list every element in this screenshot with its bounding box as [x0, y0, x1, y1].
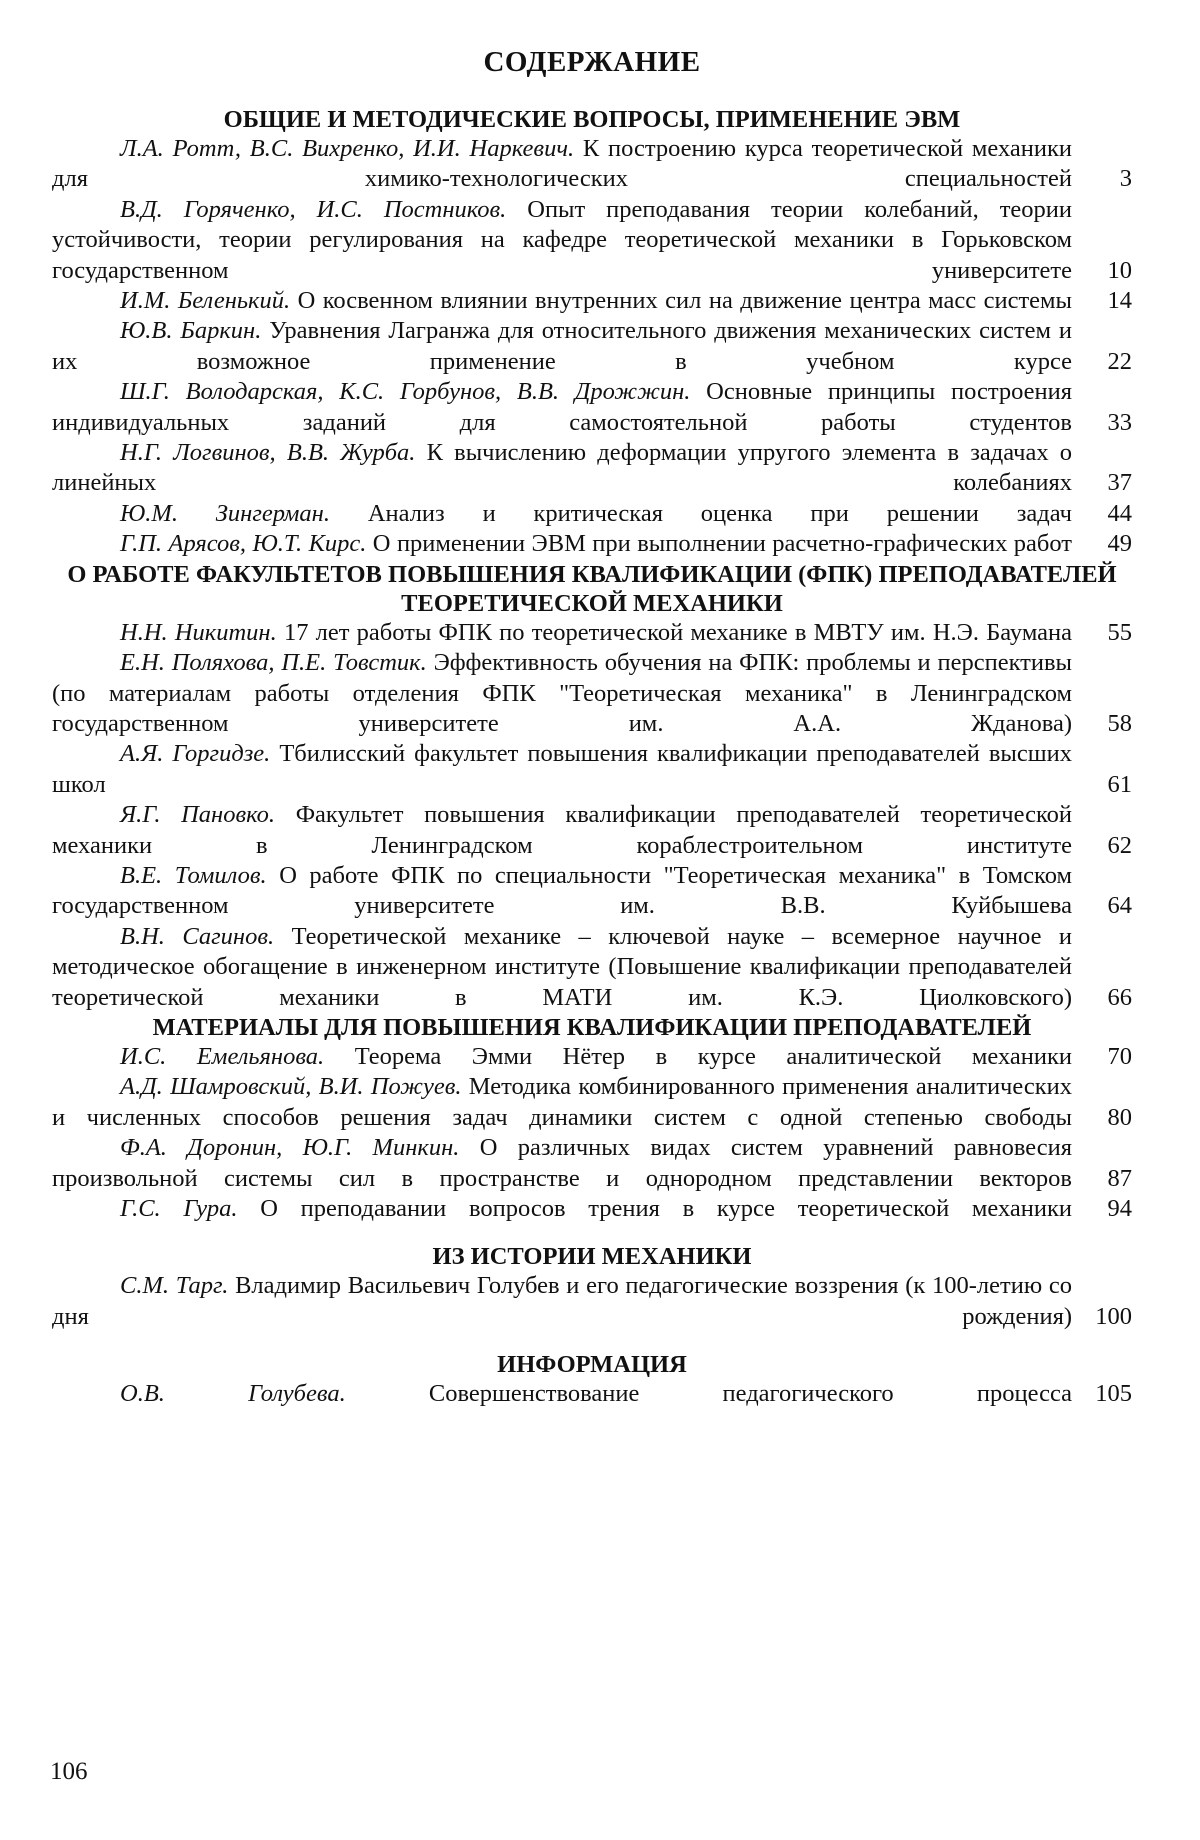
- toc-entry-authors: В.Д. Горяченко, И.С. Постников.: [120, 195, 507, 223]
- toc-entry-title: О различных видах систем уравнений равновесия произвольной системы сил в пространстве и однородном представлении векторов: [52, 1134, 1072, 1192]
- toc-entry-text: [52, 1379, 1072, 1409]
- toc-entry-text: [52, 739, 1072, 800]
- toc-entry-text: [52, 618, 1072, 648]
- toc-entry-text: [52, 377, 1072, 438]
- toc-entry-authors: В.Е. Томилов.: [120, 861, 267, 889]
- toc-entry-page: 58: [1107, 709, 1132, 737]
- toc-entry-text: [52, 922, 1072, 1013]
- toc-entry-page: 49: [1107, 530, 1132, 558]
- toc-entry-text: [52, 861, 1072, 922]
- toc-entry-title: О работе ФПК по специальности "Теоретическая механика" в Томском государственном университете им. В.В. Куйбышева: [52, 861, 1072, 920]
- toc-entry-page: 80: [1107, 1103, 1132, 1131]
- toc-entry[interactable]: [52, 800, 1132, 861]
- toc-entry[interactable]: [52, 195, 1132, 286]
- toc-entry-title: Анализ и критическая оценка при решении задач: [367, 499, 1072, 527]
- toc-entry[interactable]: [52, 922, 1132, 1013]
- toc-entry[interactable]: [52, 316, 1132, 377]
- toc-entry[interactable]: [52, 286, 1132, 316]
- toc-entry-authors: И.С. Емельянова.: [120, 1042, 325, 1070]
- toc-entry[interactable]: [52, 739, 1132, 800]
- toc-entry[interactable]: [52, 1072, 1132, 1133]
- toc-entry-authors: А.Д. Шамровский, В.И. Пожуев.: [120, 1073, 462, 1101]
- toc-entry[interactable]: [52, 1271, 1132, 1332]
- toc-entry-authors: Я.Г. Пановко.: [120, 801, 276, 829]
- toc-entry-authors: Г.П. Арясов, Ю.Т. Кирс.: [120, 530, 367, 558]
- toc-entry[interactable]: [52, 1042, 1132, 1072]
- toc-entry-authors: Ю.В. Баркин.: [120, 317, 262, 345]
- toc-entry-authors: Е.Н. Поляхова, П.Е. Товстик.: [120, 649, 427, 677]
- toc-entry-title: О преподавании вопросов трения в курсе теоретической механики: [260, 1195, 1072, 1222]
- toc-entry-page: 62: [1107, 831, 1132, 859]
- toc-entry-page: 3: [1119, 165, 1132, 193]
- toc-entry-title: Владимир Васильевич Голубев и его педагогические воззрения (к 100-летию со дня рождения): [52, 1272, 1072, 1330]
- toc-entry-title: О косвенном влиянии внутренних сил на движение центра масс системы: [297, 287, 1072, 315]
- toc-entry-title: Тбилисский факультет повышения квалификации преподавателей высших школ: [52, 740, 1072, 798]
- toc-entry-page: 37: [1107, 469, 1132, 497]
- toc-entry[interactable]: [52, 499, 1132, 529]
- toc-entry-text: [52, 134, 1072, 195]
- toc-entry[interactable]: [52, 1194, 1132, 1224]
- toc-entry-authors: Н.Г. Логвинов, В.В. Журба.: [120, 439, 416, 467]
- toc-entry-authors: И.М. Беленький.: [120, 287, 291, 315]
- toc-entry-title: Основные принципы построения индивидуальных заданий для самостоятельной работы студентов: [52, 378, 1072, 436]
- toc-entry-page: 66: [1107, 983, 1132, 1011]
- toc-entry-title: Факультет повышения квалификации преподавателей теоретической механики в Ленинградском кораблестроительном институте: [52, 801, 1072, 859]
- toc-entry-page: 55: [1107, 618, 1132, 646]
- toc-entry-page: 33: [1107, 408, 1132, 436]
- toc-entry[interactable]: [52, 1133, 1132, 1194]
- toc-entry-title: К вычислению деформации упругого элемента в задачах о линейных колебаниях: [52, 439, 1072, 497]
- section-heading: ОБЩИЕ И МЕТОДИЧЕСКИЕ ВОПРОСЫ, ПРИМЕНЕНИЕ ЭВМ: [223, 106, 961, 133]
- toc-entry-authors: А.Я. Горгидзе.: [120, 740, 271, 768]
- toc-entry-text: [52, 316, 1072, 377]
- toc-entry-authors: Л.А. Ротт, В.С. Вихренко, И.И. Наркевич.: [120, 135, 575, 162]
- toc-entry-text: [52, 438, 1072, 499]
- toc-entry-text: [52, 529, 1072, 559]
- toc-entry-authors: Н.Н. Никитин.: [120, 618, 277, 646]
- toc-entry-page: 22: [1107, 347, 1132, 375]
- toc-entry[interactable]: [52, 377, 1132, 438]
- toc-entry-page: 100: [1095, 1302, 1132, 1330]
- toc-entry-page: 70: [1107, 1042, 1132, 1070]
- toc-entry-title: Эффективность обучения на ФПК: проблемы и перспективы (по материалам работы отделения ФПК "Теоретическая механика" в Ленинградском государственном университете им. А.А. Жданова): [52, 649, 1072, 737]
- toc-entry-page: 61: [1107, 770, 1132, 798]
- toc-entry-authors: С.М. Тарг.: [120, 1272, 229, 1300]
- section-heading: МАТЕРИАЛЫ ДЛЯ ПОВЫШЕНИЯ КВАЛИФИКАЦИИ ПРЕПОДАВАТЕЛЕЙ: [152, 1013, 1032, 1041]
- toc-entry[interactable]: [52, 529, 1132, 559]
- toc-entry-page: 64: [1107, 892, 1132, 920]
- toc-entry-title: 17 лет работы ФПК по теоретической механике в МВТУ им. Н.Э. Баумана: [283, 618, 1072, 646]
- toc-entry-text: [52, 1133, 1072, 1194]
- toc-entry-text: [52, 195, 1072, 286]
- table-of-contents: [52, 45, 1132, 1410]
- toc-entry-authors: В.Н. Сагинов.: [120, 922, 275, 950]
- toc-entry-title: О применении ЭВМ при выполнении расчетно-графических работ: [372, 530, 1072, 558]
- toc-entry[interactable]: [52, 134, 1132, 195]
- toc-entry-text: [52, 1072, 1072, 1133]
- section-heading: О РАБОТЕ ФАКУЛЬТЕТОВ ПОВЫШЕНИЯ КВАЛИФИКАЦИИ (ФПК) ПРЕПОДАВАТЕЛЕЙ ТЕОРЕТИЧЕСКОЙ МЕХАНИКИ: [67, 560, 1117, 617]
- toc-entry-authors: Ф.А. Доронин, Ю.Г. Минкин.: [120, 1134, 460, 1162]
- toc-entry-page: 87: [1107, 1164, 1132, 1192]
- toc-entry-text: [52, 648, 1072, 739]
- toc-entry-authors: Г.С. Гура.: [120, 1195, 238, 1222]
- toc-entry-authors: Ш.Г. Володарская, К.С. Горбунов, В.В. Дрожжин.: [120, 378, 691, 406]
- toc-entry-page: 10: [1107, 256, 1132, 284]
- toc-entry-title: Опыт преподавания теории колебаний, теории устойчивости, теории регулирования на кафедре теоретической механики в Горьковском государственном университете: [52, 195, 1072, 284]
- toc-entry-authors: О.В. Голубева.: [120, 1380, 346, 1408]
- toc-entry-text: [52, 1194, 1072, 1224]
- toc-entry-text: [52, 800, 1072, 861]
- toc-sections: [52, 105, 1132, 1410]
- toc-entry-title: Совершенствование педагогического процесса: [428, 1380, 1072, 1408]
- toc-entry-text: [52, 286, 1072, 316]
- toc-entry[interactable]: [52, 1379, 1132, 1409]
- toc-entry-page: 105: [1095, 1380, 1132, 1408]
- page-title: СОДЕРЖАНИЕ: [483, 46, 701, 78]
- toc-entry[interactable]: [52, 861, 1132, 922]
- toc-entry[interactable]: [52, 438, 1132, 499]
- toc-entry[interactable]: [52, 618, 1132, 648]
- section-heading: ИЗ ИСТОРИИ МЕХАНИКИ: [432, 1243, 752, 1271]
- toc-entry-title: Методика комбинированного применения аналитических и численных способов решения задач динамики систем с одной степенью свободы: [52, 1073, 1072, 1131]
- toc-entry-authors: Ю.М. Зингерман.: [120, 499, 330, 527]
- toc-entry-title: Теоретической механике – ключевой науке – всемерное научное и методическое обогащение в инженерном институте (Повышение квалификации преподавателей теоретической механики в МАТИ им. К.Э. Циолковского): [52, 922, 1072, 1011]
- section-heading: ИНФОРМАЦИЯ: [497, 1351, 687, 1379]
- toc-entry-text: [52, 1271, 1072, 1332]
- toc-entry-page: 14: [1107, 287, 1132, 315]
- toc-entry-page: 94: [1107, 1195, 1132, 1222]
- toc-entry-text: [52, 1042, 1072, 1072]
- toc-entry[interactable]: [52, 648, 1132, 739]
- toc-entry-page: 44: [1107, 499, 1132, 527]
- page-number: 106: [50, 1758, 88, 1785]
- toc-entry-title: К построению курса теоретической механики для химико-технологических специальностей: [52, 135, 1072, 193]
- toc-entry-title: Теорема Эмми Нётер в курсе аналитической механики: [354, 1042, 1072, 1070]
- toc-entry-title: Уравнения Лагранжа для относительного движения механических систем и их возможное применение в учебном курсе: [52, 317, 1072, 375]
- toc-entry-text: [52, 499, 1072, 529]
